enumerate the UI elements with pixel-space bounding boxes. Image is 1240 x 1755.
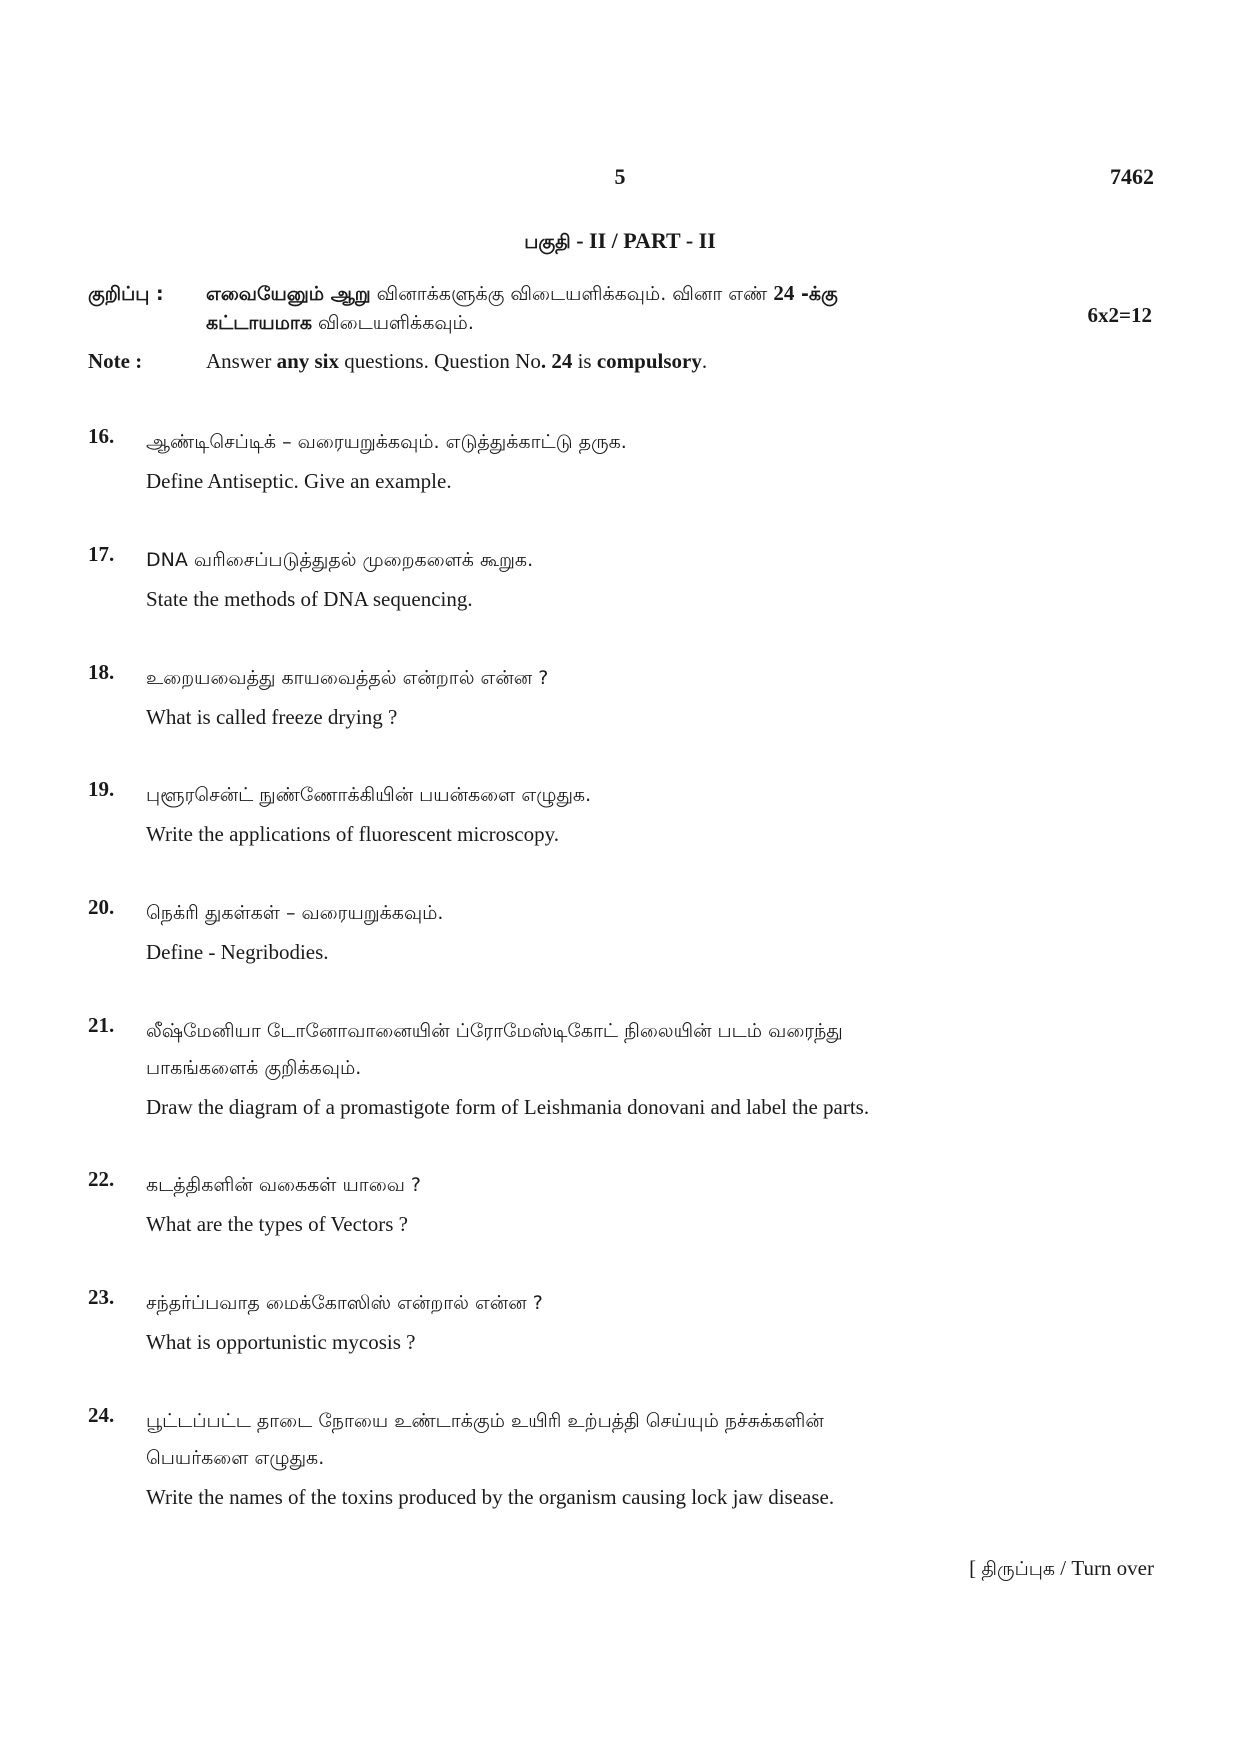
english-note-bold: any six	[276, 349, 340, 373]
question-22	[88, 1167, 1158, 1239]
question-tamil: நெக்ரி துகள்கள் – வரையறுக்கவும்.	[146, 902, 444, 924]
turn-over-bracket: [	[969, 1556, 982, 1580]
question-18	[88, 660, 1158, 732]
question-english: Define Antiseptic. Give an example.	[146, 469, 452, 493]
question-21	[88, 1013, 1158, 1122]
question-number: 18.	[88, 660, 115, 684]
tamil-note-label: குறிப்பு :	[88, 283, 164, 305]
question-tamil: பூட்டப்பட்ட தாடை நோயை உண்டாக்கும் உயிரி உற்பத்தி செய்யும் நச்சுக்களின்	[146, 1410, 824, 1432]
english-note-bold: compulsory	[596, 349, 702, 373]
question-17	[88, 542, 1158, 614]
question-number: 22.	[88, 1167, 115, 1191]
tamil-note-bold1: எவையேனும் ஆறு	[206, 283, 371, 305]
turn-over-english: / Turn over	[1055, 1556, 1154, 1580]
question-tamil-line2: பெயர்களை எழுதுக.	[146, 1447, 325, 1469]
question-number: 20.	[88, 895, 115, 919]
question-number: 23.	[88, 1285, 115, 1309]
tamil-note-text2: -க்கு	[794, 283, 838, 305]
question-number: 24.	[88, 1403, 115, 1427]
question-tamil-line2: பாகங்களைக் குறிக்கவும்.	[146, 1057, 362, 1079]
question-20	[88, 895, 1158, 967]
english-note-bold: . 24	[540, 349, 573, 373]
paper-code: 7462	[1110, 164, 1154, 189]
turn-over	[969, 1556, 1154, 1583]
question-english: Write the applications of fluorescent microscopy.	[146, 822, 559, 846]
question-tamil: உறையவைத்து காயவைத்தல் என்றால் என்ன ?	[146, 667, 549, 689]
question-tamil: கடத்திகளின் வகைகள் யாவை ?	[146, 1174, 421, 1196]
english-note	[88, 349, 707, 374]
question-tamil: DNA வரிசைப்படுத்துதல் முறைகளைக் கூறுக.	[146, 549, 534, 571]
part-heading-tamil: பகுதி	[524, 231, 571, 253]
tamil-note-text3: விடையளிக்கவும்.	[311, 312, 474, 334]
part-heading-english: - II / PART - II	[576, 228, 716, 253]
question-23	[88, 1285, 1158, 1357]
question-number: 16.	[88, 424, 115, 448]
question-tamil: லீஷ்மேனியா டோனோவானையின் ப்ரோமேஸ்டிகோட் நிலையின் படம் வரைந்து	[146, 1020, 843, 1042]
question-english: Write the names of the toxins produced by the organism causing lock jaw disease.	[146, 1485, 835, 1509]
english-note-text: is	[572, 349, 597, 373]
question-number: 19.	[88, 777, 115, 801]
question-tamil: புளூரசென்ட் நுண்ணோக்கியின் பயன்களை எழுதுக.	[146, 784, 592, 806]
tamil-note-line2	[206, 312, 474, 337]
marks-allocation: 6x2=12	[1087, 303, 1152, 327]
question-english: Draw the diagram of a promastigote form of Leishmania donovani and label the parts.	[146, 1095, 870, 1119]
page-number: 5	[614, 164, 626, 189]
question-english: What is opportunistic mycosis ?	[146, 1330, 416, 1354]
english-note-text: questions. Question No	[339, 349, 541, 373]
tamil-note-bold2: கட்டாயமாக	[206, 312, 312, 334]
question-24	[88, 1403, 1158, 1512]
question-number: 21.	[88, 1013, 115, 1037]
question-tamil: சந்தர்ப்பவாத மைக்கோஸிஸ் என்றால் என்ன ?	[146, 1292, 543, 1314]
english-note-label: Note :	[88, 349, 143, 373]
question-tamil: ஆண்டிசெப்டிக் – வரையறுக்கவும். எடுத்துக்காட்டு தருக.	[146, 431, 627, 453]
question-english: Define - Negribodies.	[146, 940, 329, 964]
tamil-note-text1: வினாக்களுக்கு விடையளிக்கவும். வினா எண்	[370, 283, 774, 305]
turn-over-tamil: திருப்புக	[981, 1558, 1056, 1580]
english-note-text: Answer	[206, 349, 277, 373]
question-number: 17.	[88, 542, 115, 566]
tamil-note-line1	[88, 274, 838, 313]
question-16	[88, 424, 1158, 496]
question-19	[88, 777, 1158, 849]
part-heading	[0, 228, 1240, 256]
question-english: What is called freeze drying ?	[146, 705, 398, 729]
tamil-note-num: 24	[773, 281, 795, 305]
question-english: What are the types of Vectors ?	[146, 1212, 409, 1236]
question-english: State the methods of DNA sequencing.	[146, 587, 473, 611]
english-note-text: .	[701, 349, 708, 373]
